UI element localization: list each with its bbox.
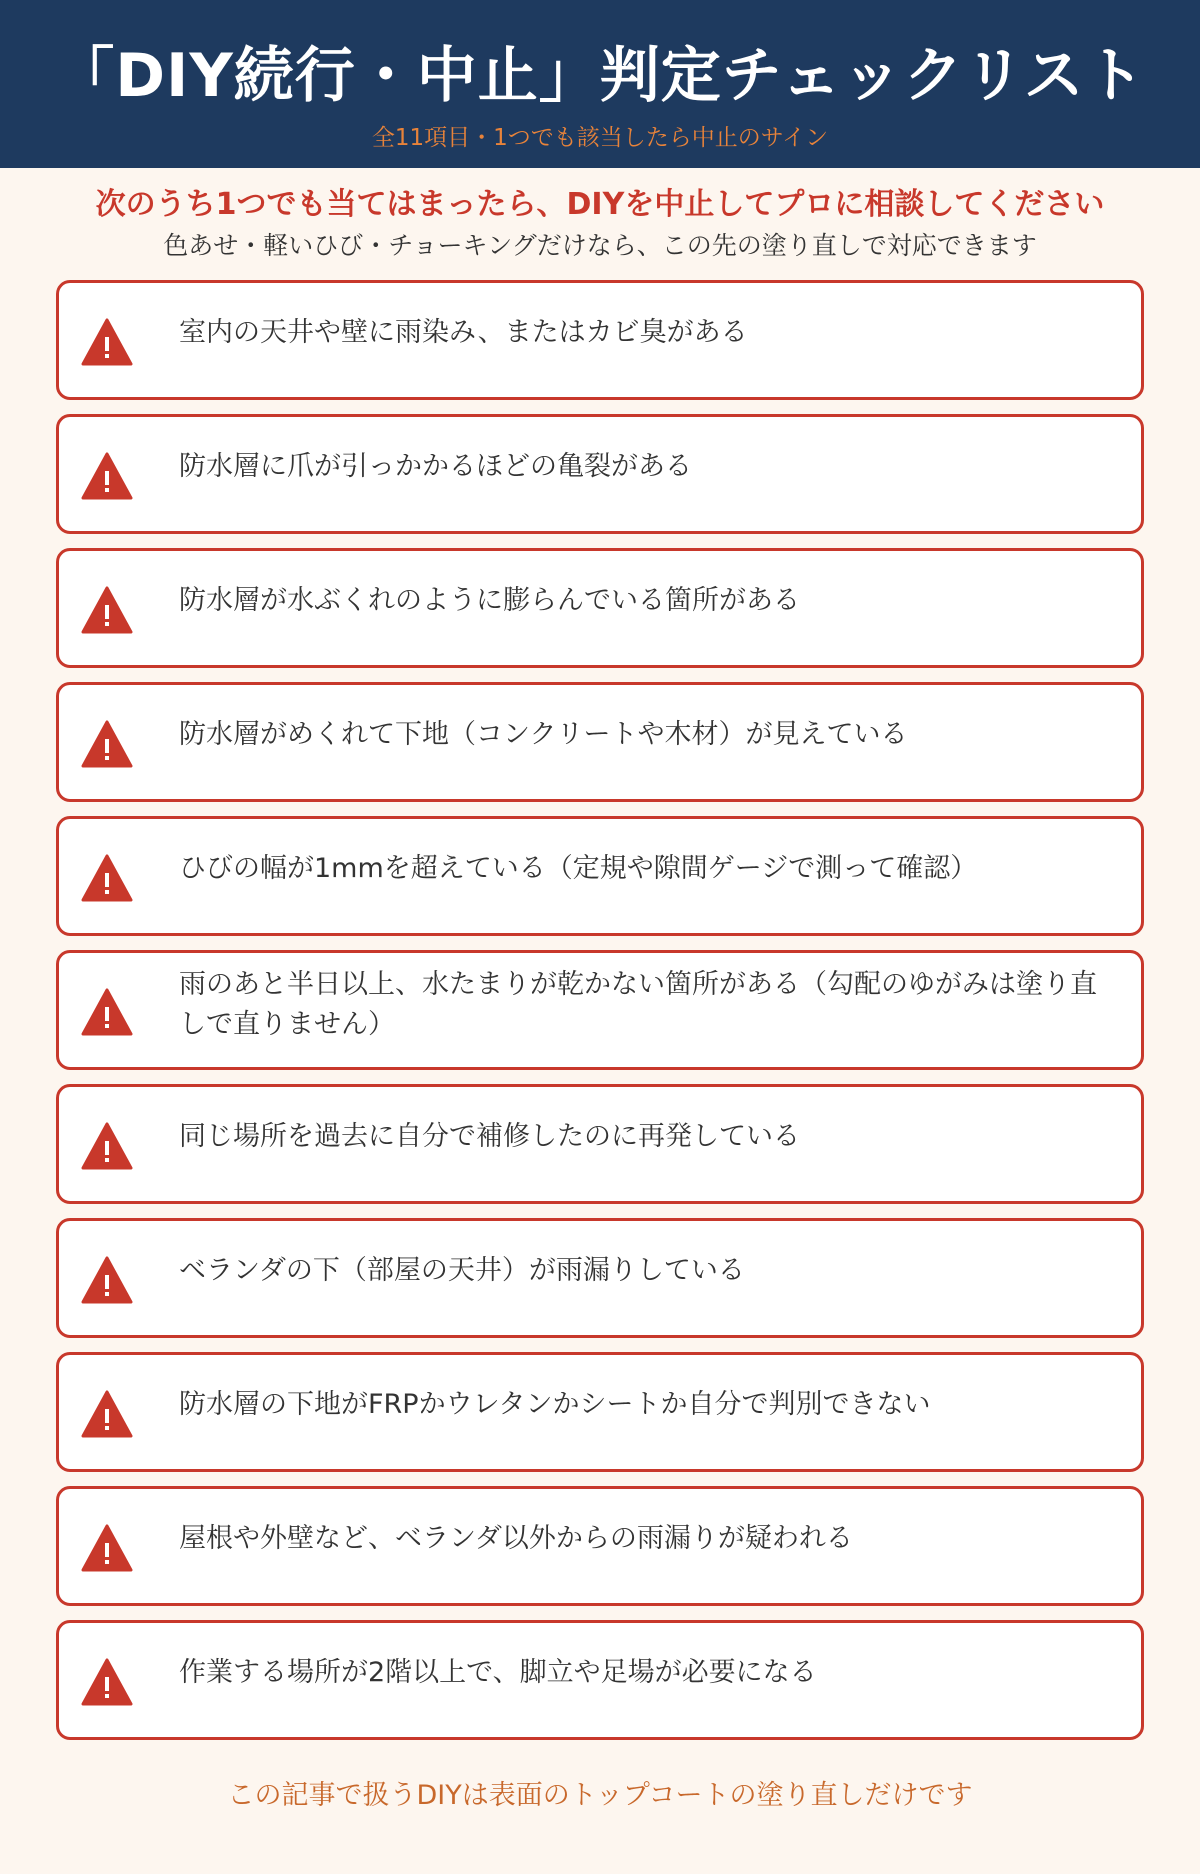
warning-triangle-icon xyxy=(81,318,133,366)
checklist-item-text: ベランダの下（部屋の天井）が雨漏りしている xyxy=(179,1255,745,1286)
checklist-item xyxy=(56,1218,1144,1338)
checklist-item xyxy=(56,816,1144,936)
footer-note: この記事で扱うDIYは表面のトップコートの塗り直しだけです xyxy=(227,1780,973,1811)
warning-triangle-icon xyxy=(81,1658,133,1706)
checklist-item-text: 屋根や外壁など、ベランダ以外からの雨漏りが疑われる xyxy=(179,1523,853,1554)
warning-triangle-icon xyxy=(81,1122,133,1170)
checklist-item xyxy=(56,1486,1144,1606)
checklist-item xyxy=(56,414,1144,534)
note-message: 色あせ・軽いひび・チョーキングだけなら、この先の塗り直しで対応できます xyxy=(163,231,1037,260)
warning-triangle-icon xyxy=(81,1390,133,1438)
checklist-item-text: 防水層が水ぶくれのように膨らんでいる箇所がある xyxy=(179,585,800,616)
checklist-item xyxy=(56,682,1144,802)
checklist-item-text: 作業する場所が2階以上で、脚立や足場が必要になる xyxy=(179,1657,817,1688)
warning-triangle-icon xyxy=(81,854,133,902)
page-subtitle: 全11項目・1つでも該当したら中止のサイン xyxy=(371,125,829,151)
checklist-item xyxy=(56,1620,1144,1740)
warning-triangle-icon xyxy=(81,452,133,500)
checklist-item-text: 室内の天井や壁に雨染み、またはカビ臭がある xyxy=(179,317,748,348)
checklist-item-text: 同じ場所を過去に自分で補修したのに再発している xyxy=(179,1121,800,1152)
warning-message: 次のうち1つでも当てはまったら、DIYを中止してプロに相談してください xyxy=(95,187,1105,222)
checklist-item xyxy=(56,1352,1144,1472)
warning-triangle-icon xyxy=(81,1256,133,1304)
warning-triangle-icon xyxy=(81,720,133,768)
page-title: 「DIY続行・中止」判定チェックリスト xyxy=(54,41,1146,111)
checklist-item xyxy=(56,950,1144,1070)
checklist-item xyxy=(56,280,1144,400)
checklist xyxy=(56,280,1144,1754)
checklist-item-text: 防水層の下地がFRPかウレタンかシートか自分で判別できない xyxy=(179,1389,931,1420)
page-header xyxy=(0,0,1200,168)
warning-triangle-icon xyxy=(81,1524,133,1572)
checklist-item xyxy=(56,548,1144,668)
checklist-item-text: 防水層がめくれて下地（コンクリートや木材）が見えている xyxy=(179,719,908,750)
warning-triangle-icon xyxy=(81,988,133,1036)
checklist-item-text: 防水層に爪が引っかかるほどの亀裂がある xyxy=(179,451,692,482)
warning-triangle-icon xyxy=(81,586,133,634)
checklist-item xyxy=(56,1084,1144,1204)
checklist-item-text: ひびの幅が1mmを超えている（定規や隙間ゲージで測って確認） xyxy=(179,853,978,884)
checklist-item-text: 雨のあと半日以上、水たまりが乾かない箇所がある（勾配のゆがみは塗り直しで直りません） xyxy=(179,969,1097,1040)
